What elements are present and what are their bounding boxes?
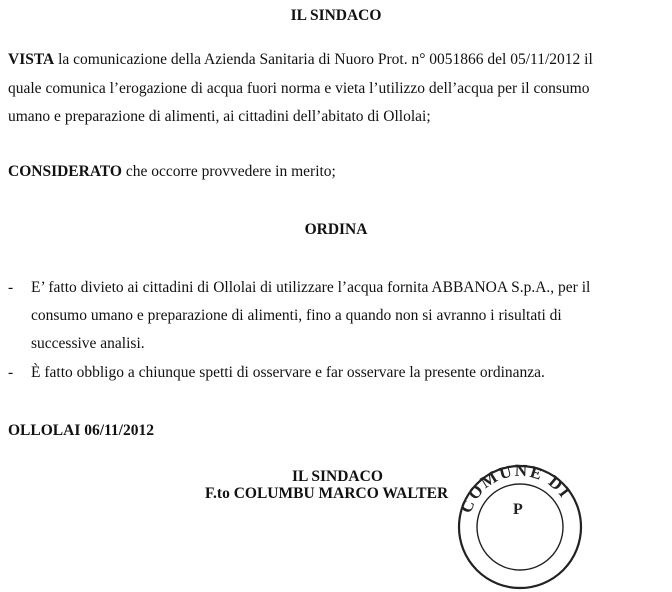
considerato-line (8, 163, 336, 181)
page-heading: IL SINDACO (290, 7, 382, 24)
signature-title: IL SINDACO (292, 468, 383, 485)
bullet-1-line-3: successive analisi. (31, 335, 145, 352)
signature-name: F.to COLUMBU MARCO WALTER (205, 485, 449, 502)
svg-text:P: P (513, 501, 523, 518)
vista-line-2: quale comunica l’erogazione di acqua fuori norma e vieta l’utilizzo dell’acqua per il consumo (8, 80, 590, 97)
place-date: OLLOLAI 06/11/2012 (8, 422, 154, 439)
svg-text:COMUNE DI: COMUNE DI (456, 462, 576, 516)
ordina-heading: ORDINA (304, 221, 368, 238)
vista-lead: VISTA (8, 51, 55, 68)
vista-line-1-text: la comunicazione della Azienda Sanitaria di Nuoro Prot. n° 0051866 del 05/11/2012 il (54, 51, 593, 68)
vista-line-3: umano e preparazione di alimenti, ai cittadini dell’abitato di Ollolai; (8, 108, 431, 125)
considerato-lead: CONSIDERATO (8, 163, 122, 180)
bullet-1-dash: - (8, 279, 14, 296)
considerato-text: che occorre provvedere in merito; (121, 163, 336, 180)
municipal-seal (455, 462, 585, 592)
bullet-1-line-2: consumo umano e preparazione di alimenti, fino a quando non si avranno i risultati di (31, 307, 562, 324)
vista-line-1 (8, 51, 593, 69)
bullet-2-line-1: È fatto obbligo a chiunque spetti di osservare e far osservare la presente ordinanza. (31, 364, 545, 381)
bullet-2-dash: - (8, 364, 14, 381)
bullet-1-line-1: E’ fatto divieto ai cittadini di Ollolai di utilizzare l’acqua fornita ABBANOA S.p.A., per il (31, 279, 591, 296)
